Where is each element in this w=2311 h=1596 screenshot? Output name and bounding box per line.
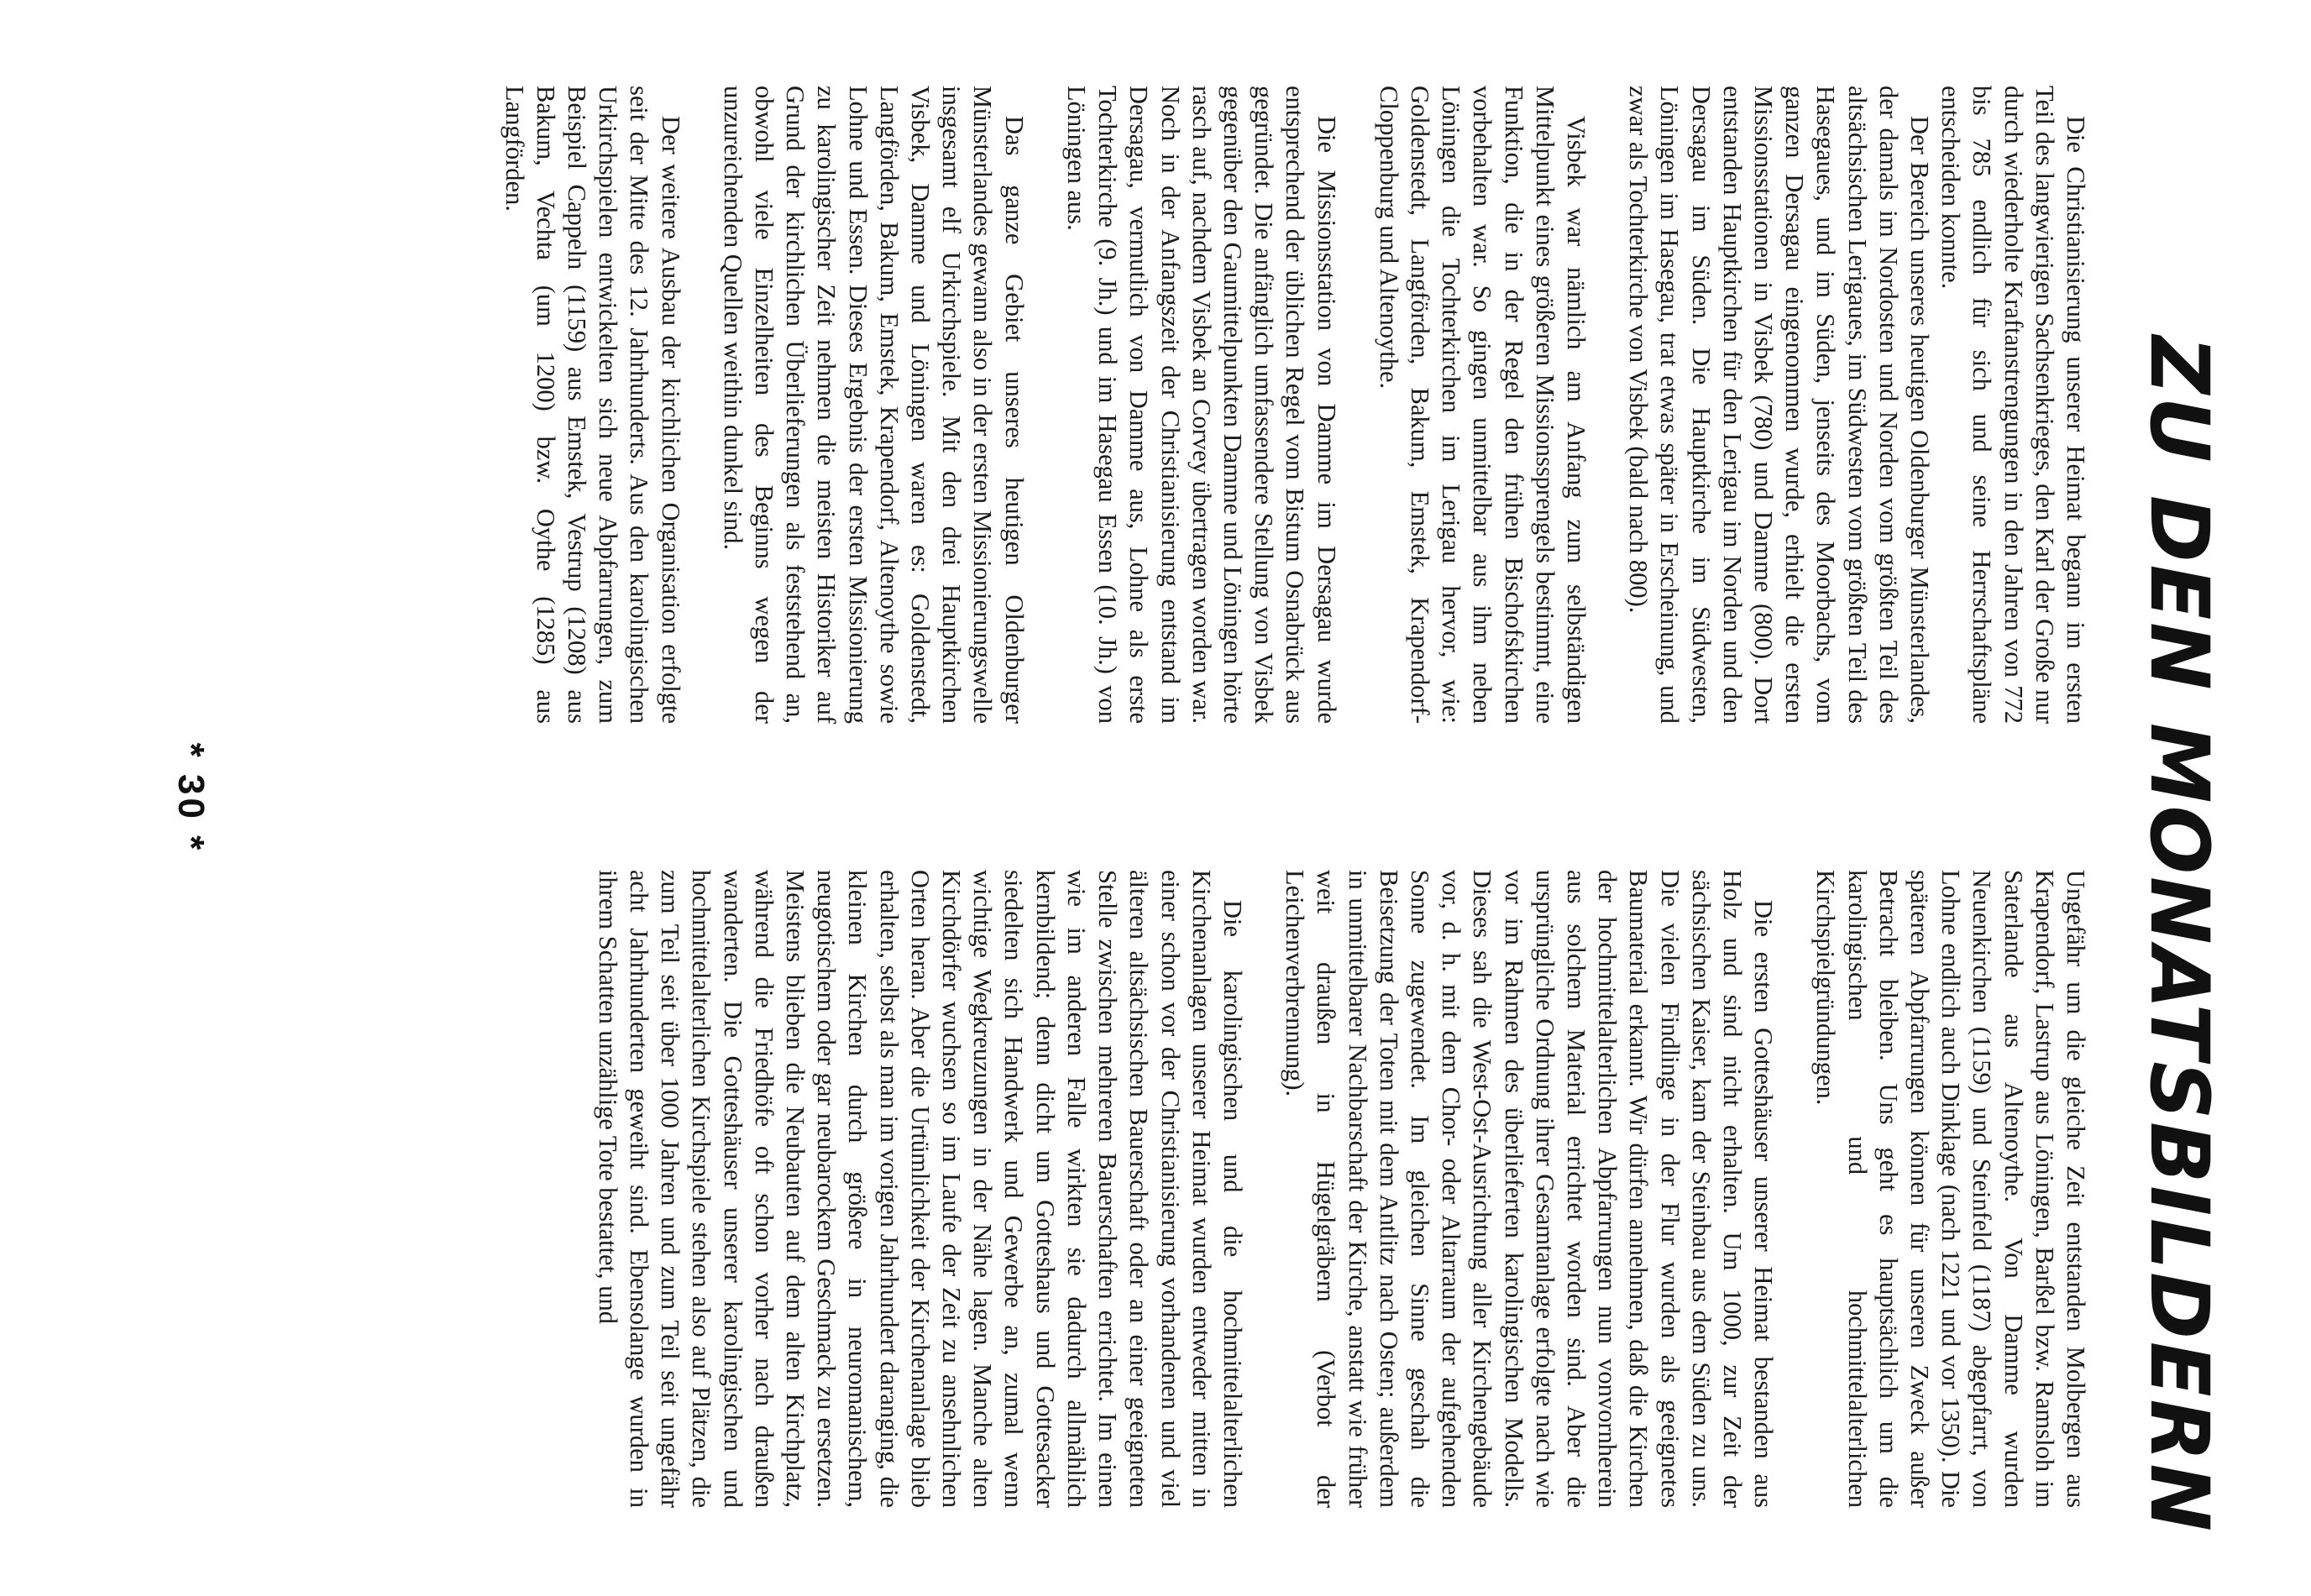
paragraph: Die karolingischen und die hochmittelalterlichen Kirchenanlagen unserer Heimat wurden entweder mitten in einer schon vor der Christianisierung vorhandenen und viel älteren altsächsischen Bauerschaft oder an einer geeigneten Stelle zwischen mehreren Bauerschaften errichtet. Im einen wie im anderen Falle wirkten sie dadurch allmählich kernbildend; denn dicht um Gotteshaus und Gottesacker siedelten sich Handwerk und Gewerbe an, zumal wenn wichtige Wegkreuzungen in der Nähe lagen. Manche alten Kirchdörfer wuchsen so im Laufe der Zeit zu ansehnlichen Orten heran. Aber die Urtümlichkeit der Kirchenanlage blieb erhalten, selbst als man im vorigen Jahrhundert daranging, die kleinen Kirchen durch größere in neuromanischem, neugotischem oder gar neubarockem Geschmack zu ersetzen. Meistens blieben die Neubauten auf dem alten Kirchplatz, während die Friedhöfe oft schon vorher nach draußen wanderten. Die Gotteshäuser unserer karolingischen und hochmittelalterlichen Kirchspiele stehen also auf Plätzen, die zum Teil seit über 1000 Jahren und zum Teil seit ungefähr acht Jahrhunderten geweiht sind. Ebensolange wurden in ihrem Schatten unzählige Tote bestattet, und	[593, 870, 1247, 1508]
text-column-right	[592, 870, 2091, 1508]
paragraph: Die ersten Gotteshäuser unserer Heimat bestanden aus Holz und sind nicht erhalten. Um 1000, zur Zeit der sächsischen Kaiser, kam der Steinbau aus dem Süden zu uns. Die vielen Findlinge in der Flur wurden als geeignetes Baumaterial erkannt. Wir dürfen annehmen, daß die Kirchen der hochmittelalterlichen Abpfarrungen nun vonvornherein aus solchem Material errichtet worden sind. Aber die ursprüngliche Ordnung ihrer Gesamtanlage erfolgte nach wie vor im Rahmen des überlieferten karolingischen Modells. Dieses sah die West-Ost-Ausrichtung aller Kirchengebäude vor, d. h. mit dem Chor- oder Altarraum der aufgehenden Sonne zugewendet. Im gleichen Sinne geschah die Beisetzung der Toten mit dem Antlitz nach Osten; außerdem in unmittelbarer Nachbarschaft der Kirche, anstatt wie früher weit draußen in Hügelgräbern (Verbot der Leichenverbrennung).	[1281, 870, 1779, 1508]
page-title: ZU DEN MONATSBILDERN	[2132, 336, 2226, 1534]
paragraph: Visbek war nämlich am Anfang zum selbständigen Mittelpunkt eines größeren Missionssprengels bestimmt, eine Funktion, die in der Regel den frühen Bischofskirchen vorbehalten war. So gingen unmittelbar aus ihm neben Löningen die Tochterkirchen im Lerigau hervor, wie: Goldenstedt, Langförden, Bakum, Emstek, Krapendorf-Cloppenburg und Altenoythe.	[1374, 86, 1590, 724]
paragraph: Ungefähr um die gleiche Zeit entstanden Molbergen aus Krapendorf, Lastrup aus Löningen, Barßel bzw. Ramsloh im Saterlande aus Altenoythe. Von Damme wurden Neuenkirchen (1159) und Steinfeld (1187) abgepfarrt, von Lohne endlich auch Dinklage (nach 1221 und vor 1350). Die späteren Abpfarrungen können für unseren Zweck außer Betracht bleiben. Uns geht es hauptsächlich um die karolingischen und hochmittelalterlichen Kirchspielgründungen.	[1811, 870, 2090, 1508]
paragraph: Das ganze Gebiet unseres heutigen Oldenburger Münsterlandes gewann also in der ersten Missionierungswelle insgesamt elf Urkirchspiele. Mit den drei Hauptkirchen Visbek, Damme und Löningen waren es: Goldenstedt, Langförden, Bakum, Emstek, Krapendorf, Altenoythe sowie Lohne und Essen. Dieses Ergebnis der ersten Missionierung zu karolingischer Zeit nehmen die meisten Historiker auf Grund der kirchlichen Überlieferungen als feststehend an, obwohl viele Einzelheiten des Beginns wegen der unzureichenden Quellen weithin dunkel sind.	[718, 86, 1029, 724]
text-column-left	[498, 86, 2091, 724]
paragraph: Die Missionsstation von Damme im Dersagau wurde entsprechend der üblichen Regel vom Bistum Osnabrück aus gegründet. Die anfänglich umfassendere Stellung von Visbek gegenüber den Gaumittelpunkten Damme und Löningen hörte rasch auf, nachdem Visbek an Corvey übertragen worden war. Noch in der Anfangszeit der Christianisierung entstand im Dersagau, vermutlich von Damme aus, Lohne als erste Tochterkirche (9. Jh.) und im Hasegau Essen (10. Jh.) von Löningen aus.	[1061, 86, 1341, 724]
paragraph: Die Christianisierung unserer Heimat begann im ersten Teil des langwierigen Sachsenkrieges, den Karl der Große nur durch wiederholte Kraftanstrengungen in den Jahren von 772 bis 785 endlich für sich und seine Herrschaftspläne entscheiden konnte.	[1936, 86, 2090, 724]
paragraph: Der Bereich unseres heutigen Oldenburger Münsterlandes, der damals im Nordosten und Norden vom größten Teil des altsächsischen Lerigaues, im Südwesten vom größten Teil des Hasegaues, und im Süden, jenseits des Moorbachs, vom ganzen Dersagau eingenommen wurde, erhielt die ersten Missionsstationen in Visbek (780) und Damme (800). Dort entstanden Hauptkirchen für den Lerigau im Norden und den Dersagau im Süden. Die Hauptkirche im Südwesten, Löningen im Hasegau, trat etwas später in Erscheinung, und zwar als Tochterkirche von Visbek (bald nach 800).	[1624, 86, 1934, 724]
paragraph: Der weitere Ausbau der kirchlichen Organisation erfolgte seit der Mitte des 12. Jahrhunderts. Aus den karolingischen Urkirchspielen entwickelten sich neue Abpfarrungen, zum Beispiel Cappeln (1159) aus Emstek, Vestrup (1208) aus Bakum, Vechta (um 1200) bzw. Oythe (1285) aus Langförden.	[500, 86, 685, 724]
page-number: * 30 *	[170, 742, 212, 854]
